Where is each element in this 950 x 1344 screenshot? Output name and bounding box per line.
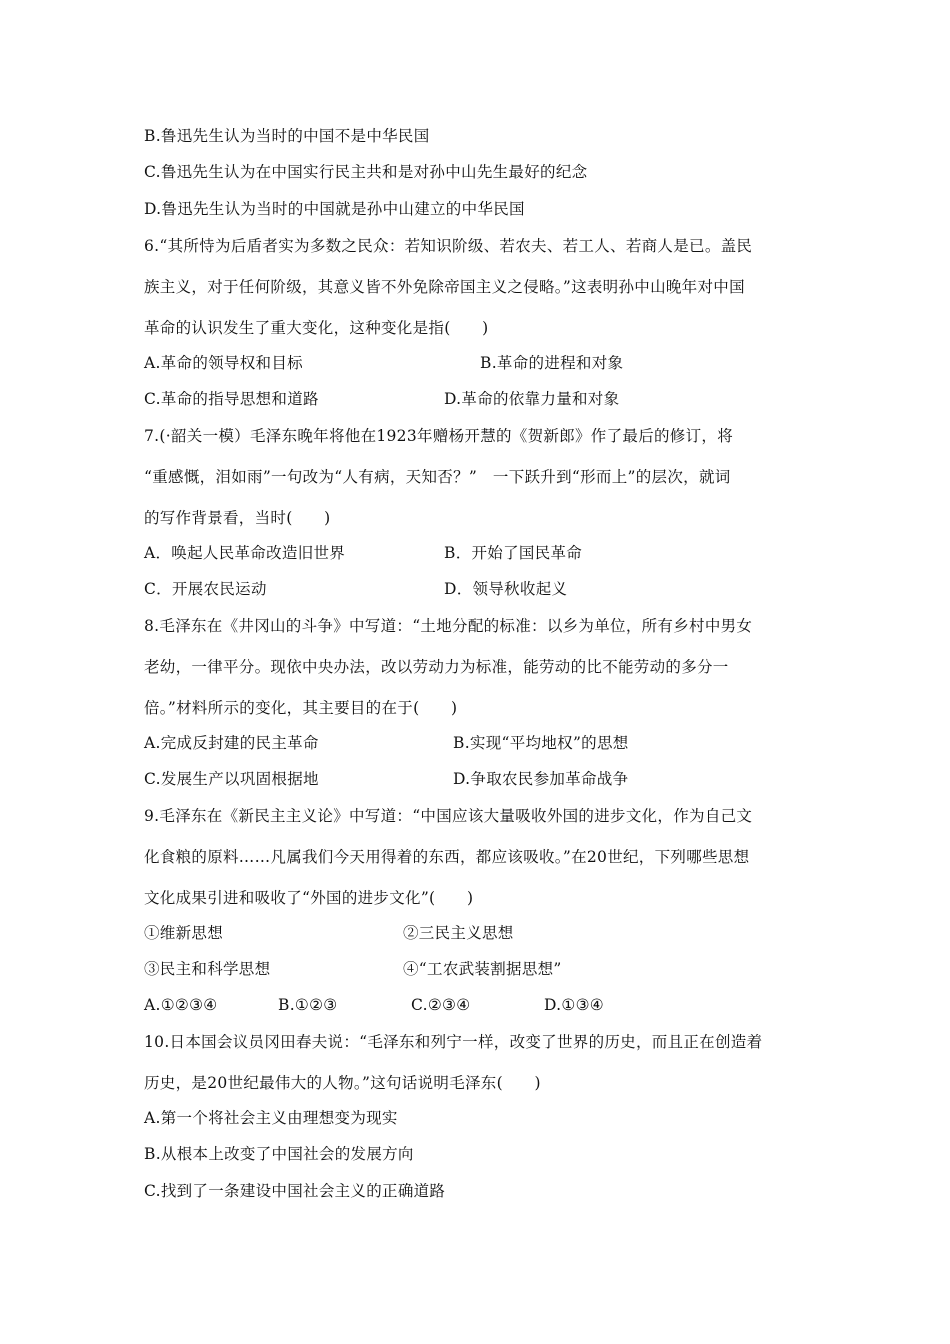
q5-option-b: B.鲁迅先生认为当时的中国不是中华民国 [144, 127, 430, 145]
q6-option-a: A.革命的领导权和目标 [144, 354, 303, 372]
q10-stem-line-2: 历史，是20世纪最伟大的人物。”这句话说明毛泽东( ) [144, 1074, 541, 1092]
q6-stem-line-1: 6.“其所恃为后盾者实为多数之民众：若知识阶级、若农夫、若工人、若商人是已。盖民 [144, 237, 753, 255]
q7-stem-line-2: “重感慨，泪如雨”一句改为“人有病，天知否？” 一下跃升到“形而上”的层次，就词 [144, 468, 731, 486]
q7-option-c: C．开展农民运动 [144, 580, 267, 598]
q9-option-d: D.①③④ [544, 996, 604, 1014]
q5-option-d: D.鲁迅先生认为当时的中国就是孙中山建立的中华民国 [144, 200, 525, 218]
q8-stem-line-3: 倍。”材料所示的变化，其主要目的在于( ) [144, 699, 458, 717]
q9-option-c: C.②③④ [411, 996, 471, 1014]
q7-option-d: D．领导秋收起义 [444, 580, 568, 598]
q8-option-d: D.争取农民参加革命战争 [453, 770, 629, 788]
q6-option-d: D.革命的依靠力量和对象 [444, 390, 620, 408]
q6-option-b: B.革命的进程和对象 [480, 354, 624, 372]
q7-option-b: B．开始了国民革命 [444, 544, 583, 562]
q8-option-c: C.发展生产以巩固根据地 [144, 770, 319, 788]
q9-item-4: ④“工农武装割据思想” [403, 960, 562, 978]
q10-option-b: B.从根本上改变了中国社会的发展方向 [144, 1145, 414, 1163]
q8-option-a: A.完成反封建的民主革命 [144, 734, 319, 752]
q6-stem-line-3: 革命的认识发生了重大变化，这种变化是指( ) [144, 319, 489, 337]
q7-stem-line-1: 7.(·韶关一模）毛泽东晚年将他在1923年赠杨开慧的《贺新郎》作了最后的修订，将 [144, 427, 734, 445]
q8-option-b: B.实现“平均地权”的思想 [453, 734, 629, 752]
q10-option-a: A.第一个将社会主义由理想变为现实 [144, 1109, 398, 1127]
q9-item-3: ③民主和科学思想 [144, 960, 271, 978]
q9-item-2: ②三民主义思想 [403, 924, 514, 942]
q8-stem-line-2: 老幼，一律平分。现依中央办法，改以劳动力为标准，能劳动的比不能劳动的多分一 [144, 658, 729, 676]
q7-stem-line-3: 的写作背景看，当时( ) [144, 509, 331, 527]
q10-stem-line-1: 10.日本国会议员冈田春夫说：“毛泽东和列宁一样，改变了世界的历史，而且正在创造着 [144, 1033, 763, 1051]
q9-item-1: ①维新思想 [144, 924, 224, 942]
q9-stem-line-2: 化食粮的原料……凡属我们今天用得着的东西，都应该吸收。”在20世纪，下列哪些思想 [144, 848, 750, 866]
q5-option-c: C.鲁迅先生认为在中国实行民主共和是对孙中山先生最好的纪念 [144, 163, 588, 181]
q6-stem-line-2: 族主义，对于任何阶级，其意义皆不外免除帝国主义之侵略。”这表明孙中山晚年对中国 [144, 278, 745, 296]
q9-stem-line-3: 文化成果引进和吸收了“外国的进步文化”( ) [144, 889, 474, 907]
q8-stem-line-1: 8.毛泽东在《井冈山的斗争》中写道：“土地分配的标准：以乡为单位，所有乡村中男女 [144, 617, 753, 635]
q9-option-b: B.①②③ [278, 996, 338, 1014]
q10-option-c: C.找到了一条建设中国社会主义的正确道路 [144, 1182, 446, 1200]
q9-stem-line-1: 9.毛泽东在《新民主主义论》中写道：“中国应该大量吸收外国的进步文化，作为自己文 [144, 807, 753, 825]
q7-option-a: A．唤起人民革命改造旧世界 [144, 544, 346, 562]
q6-option-c: C.革命的指导思想和道路 [144, 390, 319, 408]
q9-option-a: A.①②③④ [144, 996, 218, 1014]
